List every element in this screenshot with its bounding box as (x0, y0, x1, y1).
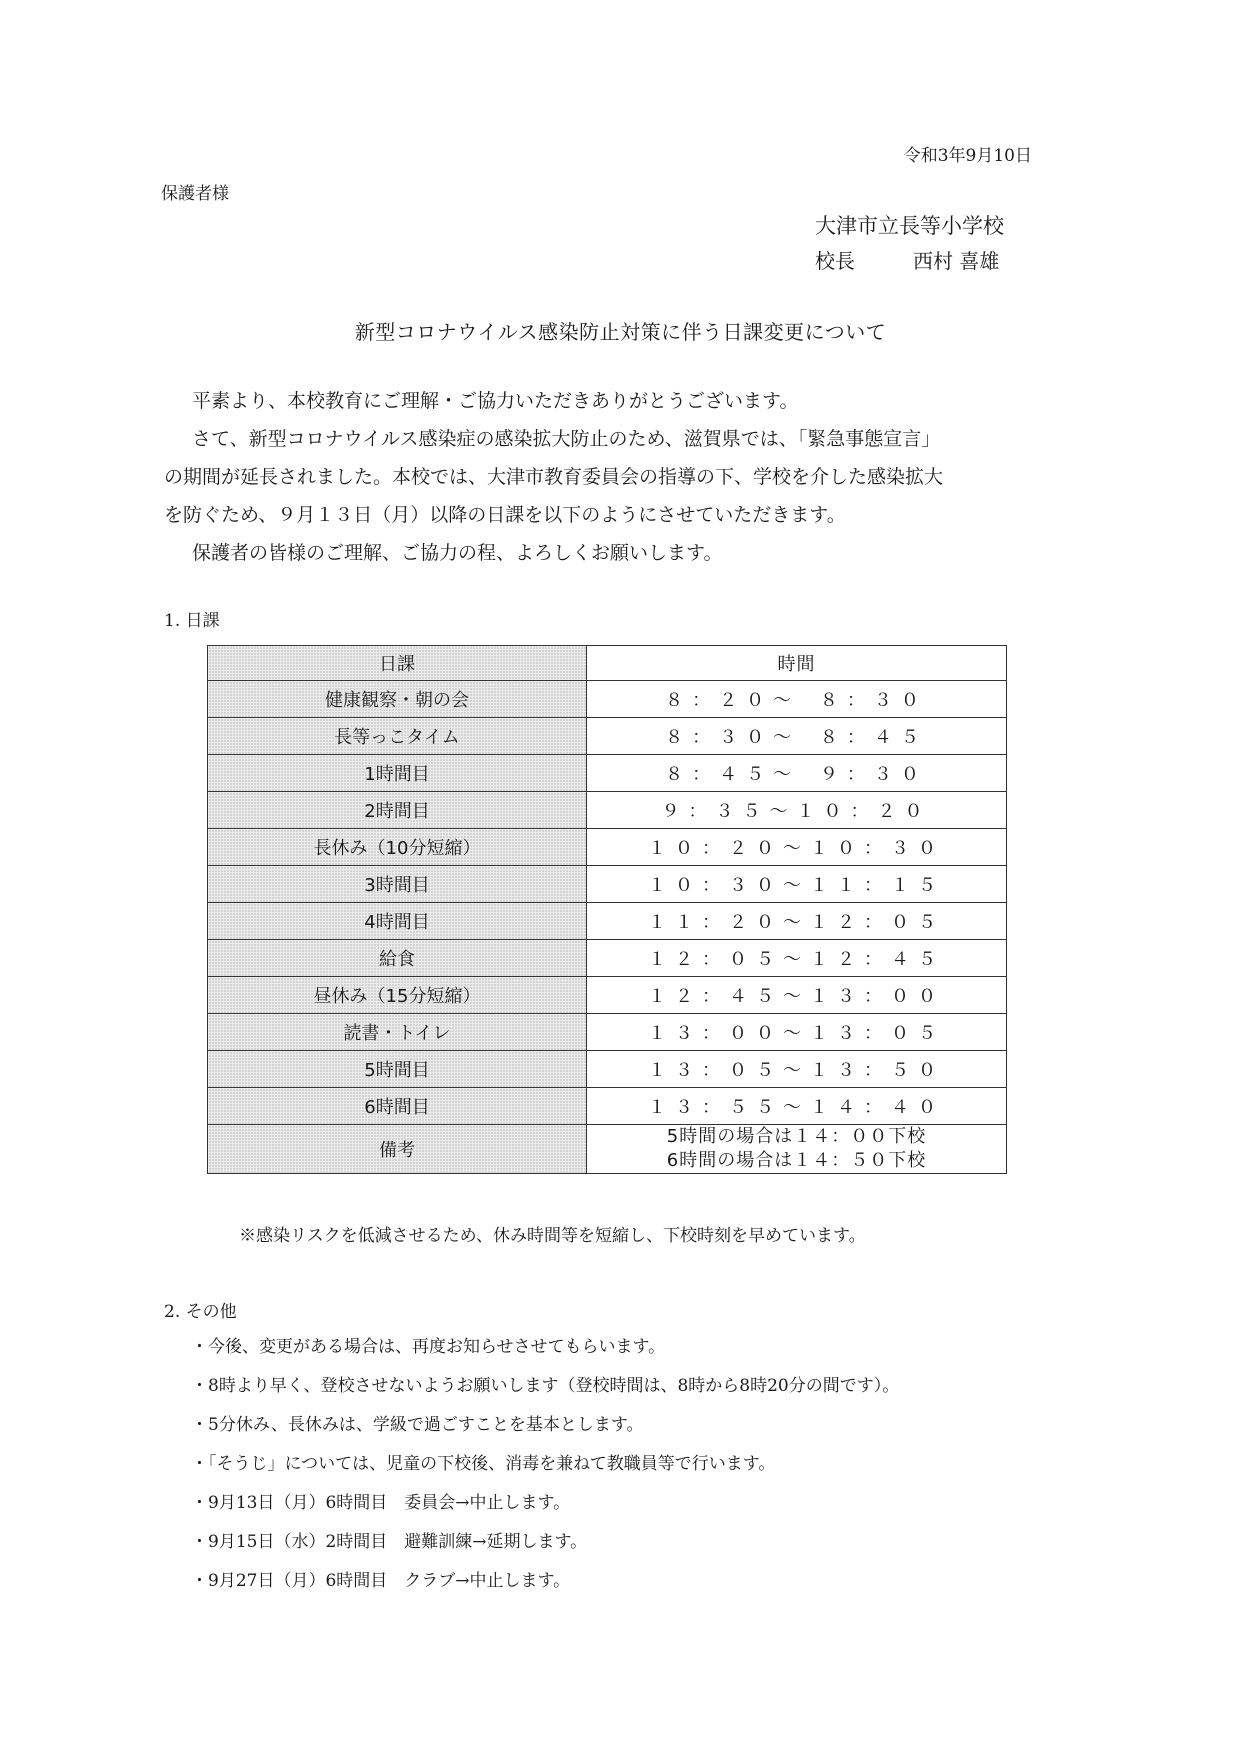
header-cell-label: 日課 (208, 646, 587, 681)
section-heading-schedule: 1. 日課 (164, 611, 220, 631)
document-title: 新型コロナウイルス感染防止対策に伴う日課変更について (354, 320, 887, 344)
schedule-period-time: １０：２０～１０：３０ (587, 829, 1007, 866)
schedule-period-label: 長等っこタイム (208, 718, 587, 755)
paragraph-notice: さて、新型コロナウイルス感染症の感染拡大防止のため、滋賀県では、「緊急事態宣言」 (192, 428, 941, 450)
remarks-label: 備考 (208, 1125, 587, 1174)
document-date: 令和3年9月10日 (903, 146, 1032, 166)
list-item: ・9月15日（水）2時間目 避難訓練→延期します。 (191, 1532, 588, 1552)
schedule-period-time: １０：３０～１１：１５ (587, 866, 1007, 903)
list-item: ・9月13日（月）6時間目 委員会→中止します。 (191, 1493, 571, 1513)
schedule-period-label: 5時間目 (208, 1051, 587, 1088)
schedule-period-time: １３：０５～１３：５０ (587, 1051, 1007, 1088)
paragraph-notice-line2: の期間が延長されました。本校では、大津市教育委員会の指導の下、学校を介した感染拡大 (164, 466, 944, 488)
table-row (208, 1051, 1007, 1088)
header-cell-time: 時間 (587, 646, 1007, 681)
schedule-table (207, 645, 1007, 1174)
paragraph-greeting: 平素より、本校教育にご理解・ご協力いただきありがとうございます。 (192, 390, 799, 412)
remarks-cell (587, 1125, 1007, 1174)
list-item: ・9月27日（月）6時間目 クラブ→中止します。 (191, 1571, 571, 1591)
schedule-period-time: ９：３５～１０：２０ (587, 792, 1007, 829)
schedule-period-label: 長休み（10分短縮） (208, 829, 587, 866)
table-row (208, 977, 1007, 1014)
recipient: 保護者様 (161, 184, 229, 204)
table-header-row (208, 646, 1007, 681)
school-name: 大津市立長等小学校 (815, 214, 1004, 238)
table-row (208, 755, 1007, 792)
section-heading-other: 2. その他 (164, 1302, 237, 1322)
remarks-line-1: 5時間の場合は１４：００下校 (666, 1126, 927, 1147)
schedule-period-time: ８：２０～ ８：３０ (587, 681, 1007, 718)
list-item: ・5分休み、長休みは、学級で過ごすことを基本とします。 (191, 1415, 644, 1435)
principal-name: 西村 喜雄 (913, 249, 1000, 273)
paragraph-request: 保護者の皆様のご理解、ご協力の程、よろしくお願いします。 (192, 542, 723, 564)
intro-paragraphs (164, 382, 1064, 572)
schedule-period-time: １３：５５～１４：４０ (587, 1088, 1007, 1125)
schedule-period-time: １２：４５～１３：００ (587, 977, 1007, 1014)
table-row (208, 792, 1007, 829)
schedule-period-time: １３：００～１３：０５ (587, 1014, 1007, 1051)
schedule-period-label: 4時間目 (208, 903, 587, 940)
list-item: ・8時より早く、登校させないようお願いします（登校時間は、8時から8時20分の間です）。 (191, 1376, 900, 1396)
schedule-period-label: 読書・トイレ (208, 1014, 587, 1051)
schedule-period-label: 3時間目 (208, 866, 587, 903)
list-item: ・今後、変更がある場合は、再度お知らせさせてもらいます。 (191, 1337, 666, 1357)
remarks-row (208, 1125, 1007, 1174)
schedule-period-label: 1時間目 (208, 755, 587, 792)
schedule-period-time: １２：０５～１２：４５ (587, 940, 1007, 977)
table-row (208, 681, 1007, 718)
table-row (208, 829, 1007, 866)
paragraph-notice-line3: を防ぐため、９月１３日（月）以降の日課を以下のようにさせていただきます。 (164, 504, 846, 526)
schedule-note: ※感染リスクを低減させるため、休み時間等を短縮し、下校時刻を早めています。 (239, 1226, 866, 1246)
principal-title: 校長 (815, 249, 855, 273)
remarks-line-2: 6時間の場合は１４：５０下校 (666, 1150, 927, 1171)
list-item: ・「そうじ」については、児童の下校後、消毒を兼ねて教職員等で行います。 (191, 1454, 776, 1474)
table-row (208, 903, 1007, 940)
table-row (208, 1088, 1007, 1125)
schedule-period-label: 給食 (208, 940, 587, 977)
table-row (208, 940, 1007, 977)
schedule-period-time: ８：４５～ ９：３０ (587, 755, 1007, 792)
table-row (208, 718, 1007, 755)
table-row (208, 1014, 1007, 1051)
other-items-list (191, 1328, 899, 1601)
schedule-period-label: 健康観察・朝の会 (208, 681, 587, 718)
principal-signature (815, 245, 999, 274)
schedule-period-label: 6時間目 (208, 1088, 587, 1125)
schedule-period-time: ８：３０～ ８：４５ (587, 718, 1007, 755)
schedule-period-label: 昼休み（15分短縮） (208, 977, 587, 1014)
schedule-period-time: １１：２０～１２：０５ (587, 903, 1007, 940)
table-row (208, 866, 1007, 903)
schedule-period-label: 2時間目 (208, 792, 587, 829)
